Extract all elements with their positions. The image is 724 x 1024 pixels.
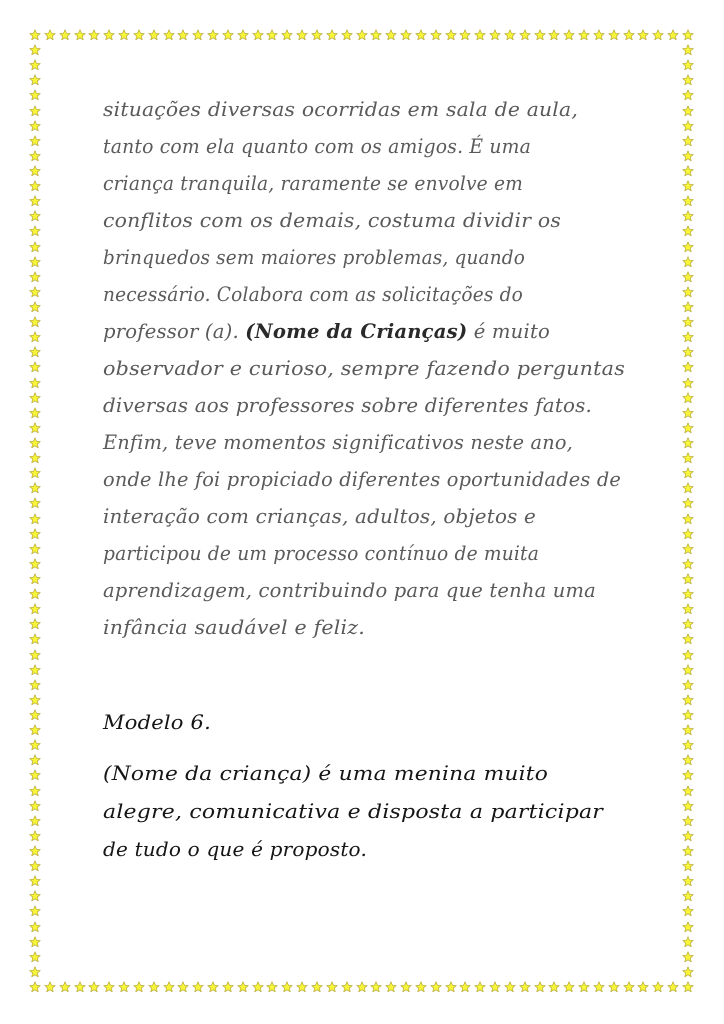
star-icon — [519, 981, 531, 993]
text-line: onde lhe foi propiciado diferentes oportunidades de — [103, 467, 621, 491]
text-segment: é muito — [467, 319, 550, 343]
star-icon — [400, 29, 412, 41]
star-icon — [29, 543, 41, 555]
star-icon — [682, 936, 694, 948]
star-icon — [489, 29, 501, 41]
star-icon — [682, 981, 694, 993]
child-name-placeholder: (Nome da Crianças) — [245, 319, 468, 343]
star-icon — [163, 29, 175, 41]
star-icon — [682, 346, 694, 358]
star-icon — [682, 618, 694, 630]
text-line: necessário. Colabora com as solicitações do — [103, 282, 523, 306]
text-line — [103, 319, 550, 343]
star-icon — [29, 74, 41, 86]
star-icon — [682, 165, 694, 177]
star-icon — [682, 150, 694, 162]
star-icon — [88, 981, 100, 993]
star-icon — [29, 422, 41, 434]
star-icon — [370, 981, 382, 993]
star-icon — [682, 241, 694, 253]
star-icon — [534, 981, 546, 993]
star-icon — [682, 921, 694, 933]
star-icon — [682, 815, 694, 827]
star-icon — [489, 981, 501, 993]
star-icon — [29, 29, 41, 41]
star-icon — [29, 165, 41, 177]
star-icon — [326, 29, 338, 41]
star-icon — [682, 785, 694, 797]
star-icon — [29, 361, 41, 373]
star-icon — [118, 981, 130, 993]
star-icon — [44, 29, 56, 41]
star-icon — [29, 316, 41, 328]
star-icon — [148, 29, 160, 41]
star-icon — [29, 981, 41, 993]
star-icon — [29, 195, 41, 207]
star-icon — [29, 331, 41, 343]
text-line: participou de um processo contínuo de muita — [103, 541, 539, 565]
star-icon — [29, 709, 41, 721]
star-icon — [637, 981, 649, 993]
star-icon — [29, 603, 41, 615]
star-icon — [415, 29, 427, 41]
star-icon — [370, 29, 382, 41]
star-icon — [29, 573, 41, 585]
text-line: interação com crianças, adultos, objetos e — [103, 504, 536, 528]
star-icon — [623, 29, 635, 41]
star-icon — [356, 29, 368, 41]
star-icon — [281, 29, 293, 41]
star-icon — [29, 392, 41, 404]
star-icon — [148, 981, 160, 993]
star-icon — [504, 29, 516, 41]
text-line: tanto com ela quanto com os amigos. É uma — [103, 134, 531, 158]
star-icon — [118, 29, 130, 41]
star-icon — [177, 981, 189, 993]
star-icon — [637, 29, 649, 41]
star-icon — [29, 301, 41, 313]
star-icon — [430, 29, 442, 41]
star-icon — [29, 905, 41, 917]
star-icon — [88, 29, 100, 41]
star-icon — [593, 29, 605, 41]
star-icon — [682, 44, 694, 56]
star-icon — [682, 120, 694, 132]
star-icon — [459, 981, 471, 993]
star-icon — [29, 377, 41, 389]
star-icon — [341, 981, 353, 993]
star-icon — [29, 225, 41, 237]
star-icon — [74, 981, 86, 993]
star-icon — [667, 981, 679, 993]
star-icon — [682, 860, 694, 872]
star-icon — [682, 709, 694, 721]
star-icon — [29, 437, 41, 449]
star-icon — [667, 29, 679, 41]
star-icon — [682, 588, 694, 600]
star-icon — [548, 981, 560, 993]
star-icon — [163, 981, 175, 993]
star-icon — [252, 981, 264, 993]
star-icon — [29, 724, 41, 736]
star-icon — [266, 981, 278, 993]
star-icon — [682, 573, 694, 585]
star-icon — [474, 29, 486, 41]
star-icon — [103, 981, 115, 993]
star-icon — [608, 981, 620, 993]
star-icon — [296, 981, 308, 993]
star-icon — [682, 543, 694, 555]
star-icon — [682, 105, 694, 117]
star-icon — [682, 769, 694, 781]
star-icon — [192, 981, 204, 993]
star-icon — [29, 800, 41, 812]
star-icon — [682, 316, 694, 328]
star-icon — [682, 361, 694, 373]
star-icon — [44, 981, 56, 993]
star-icon — [29, 120, 41, 132]
star-icon — [682, 180, 694, 192]
star-icon — [29, 936, 41, 948]
star-icon — [415, 981, 427, 993]
star-icon — [459, 29, 471, 41]
text-line: brinquedos sem maiores problemas, quando — [103, 245, 525, 269]
star-icon — [29, 921, 41, 933]
star-icon — [29, 135, 41, 147]
star-icon — [682, 422, 694, 434]
star-icon — [682, 497, 694, 509]
star-icon — [29, 452, 41, 464]
star-icon — [385, 29, 397, 41]
star-icon — [237, 29, 249, 41]
star-icon — [74, 29, 86, 41]
text-line: infância saudável e feliz. — [103, 615, 365, 639]
star-icon — [29, 180, 41, 192]
text-segment: professor (a). — [103, 319, 246, 343]
star-icon — [548, 29, 560, 41]
star-icon — [29, 256, 41, 268]
star-icon — [682, 377, 694, 389]
star-icon — [29, 588, 41, 600]
star-icon — [29, 860, 41, 872]
star-icon — [682, 467, 694, 479]
star-icon — [682, 800, 694, 812]
star-icon — [682, 845, 694, 857]
star-icon — [682, 195, 694, 207]
star-icon — [222, 29, 234, 41]
star-icon — [29, 407, 41, 419]
star-icon — [682, 286, 694, 298]
star-icon — [29, 875, 41, 887]
star-icon — [682, 271, 694, 283]
star-icon — [682, 301, 694, 313]
star-icon — [682, 225, 694, 237]
star-icon — [682, 558, 694, 570]
star-icon — [682, 407, 694, 419]
star-icon — [563, 981, 575, 993]
star-icon — [682, 739, 694, 751]
star-icon — [519, 29, 531, 41]
section-heading: Modelo 6. — [103, 710, 211, 734]
star-icon — [29, 286, 41, 298]
star-icon — [682, 664, 694, 676]
text-line: diversas aos professores sobre diferentes fatos. — [103, 393, 592, 417]
star-icon — [192, 29, 204, 41]
star-icon — [29, 467, 41, 479]
star-icon — [578, 29, 590, 41]
star-icon — [29, 664, 41, 676]
star-icon — [266, 29, 278, 41]
star-icon — [682, 528, 694, 540]
star-icon — [445, 29, 457, 41]
star-icon — [281, 981, 293, 993]
star-icon — [29, 89, 41, 101]
star-icon — [682, 951, 694, 963]
star-icon — [29, 558, 41, 570]
star-icon — [59, 981, 71, 993]
star-icon — [237, 981, 249, 993]
star-icon — [682, 966, 694, 978]
star-icon — [29, 210, 41, 222]
text-line: Enfim, teve momentos significativos neste ano, — [103, 430, 573, 454]
star-icon — [682, 135, 694, 147]
star-icon — [682, 649, 694, 661]
star-icon — [59, 29, 71, 41]
star-icon — [29, 815, 41, 827]
star-icon — [652, 981, 664, 993]
star-icon — [29, 528, 41, 540]
star-icon — [29, 241, 41, 253]
star-icon — [608, 29, 620, 41]
star-icon — [29, 694, 41, 706]
star-icon — [296, 29, 308, 41]
star-icon — [29, 497, 41, 509]
star-icon — [311, 29, 323, 41]
star-icon — [133, 29, 145, 41]
star-icon — [133, 981, 145, 993]
star-icon — [326, 981, 338, 993]
star-icon — [474, 981, 486, 993]
star-icon — [341, 29, 353, 41]
star-icon — [682, 256, 694, 268]
star-icon — [29, 482, 41, 494]
star-icon — [623, 981, 635, 993]
star-icon — [29, 513, 41, 525]
star-icon — [682, 392, 694, 404]
star-icon — [29, 785, 41, 797]
star-icon — [29, 618, 41, 630]
star-icon — [29, 346, 41, 358]
star-icon — [593, 981, 605, 993]
star-icon — [252, 29, 264, 41]
text-line: aprendizagem, contribuindo para que tenha uma — [103, 578, 596, 602]
star-icon — [682, 452, 694, 464]
star-icon — [29, 845, 41, 857]
star-icon — [29, 739, 41, 751]
star-icon — [563, 29, 575, 41]
star-icon — [29, 649, 41, 661]
star-icon — [400, 981, 412, 993]
star-icon — [682, 875, 694, 887]
star-icon — [682, 210, 694, 222]
star-icon — [385, 981, 397, 993]
text-line: criança tranquila, raramente se envolve em — [103, 171, 523, 195]
star-icon — [29, 44, 41, 56]
star-icon — [682, 633, 694, 645]
star-icon — [29, 754, 41, 766]
star-icon — [682, 724, 694, 736]
star-icon — [682, 754, 694, 766]
star-icon — [682, 679, 694, 691]
star-icon — [29, 966, 41, 978]
star-icon — [682, 482, 694, 494]
star-icon — [682, 890, 694, 902]
star-icon — [207, 29, 219, 41]
star-icon — [682, 89, 694, 101]
star-icon — [682, 29, 694, 41]
star-icon — [504, 981, 516, 993]
star-icon — [29, 59, 41, 71]
star-icon — [534, 29, 546, 41]
star-icon — [682, 331, 694, 343]
star-icon — [356, 981, 368, 993]
star-icon — [445, 981, 457, 993]
star-icon — [652, 29, 664, 41]
star-icon — [29, 271, 41, 283]
star-icon — [311, 981, 323, 993]
star-icon — [207, 981, 219, 993]
text-line: (Nome da criança) é uma menina muito — [103, 761, 548, 785]
star-icon — [29, 105, 41, 117]
text-line: observador e curioso, sempre fazendo perguntas — [103, 356, 625, 380]
star-icon — [222, 981, 234, 993]
star-icon — [682, 59, 694, 71]
text-line: de tudo o que é proposto. — [103, 837, 367, 861]
star-icon — [29, 679, 41, 691]
star-icon — [29, 830, 41, 842]
star-icon — [682, 74, 694, 86]
star-icon — [682, 437, 694, 449]
text-line: situações diversas ocorridas em sala de aula, — [103, 97, 578, 121]
star-icon — [29, 150, 41, 162]
text-line: conflitos com os demais, costuma dividir os — [103, 208, 561, 232]
star-icon — [682, 830, 694, 842]
star-icon — [29, 890, 41, 902]
star-icon — [29, 951, 41, 963]
star-icon — [103, 29, 115, 41]
star-icon — [682, 603, 694, 615]
star-icon — [578, 981, 590, 993]
star-icon — [682, 513, 694, 525]
star-icon — [682, 905, 694, 917]
star-icon — [29, 769, 41, 781]
star-icon — [29, 633, 41, 645]
star-icon — [177, 29, 189, 41]
star-icon — [682, 694, 694, 706]
star-icon — [430, 981, 442, 993]
text-line: alegre, comunicativa e disposta a participar — [103, 799, 603, 823]
